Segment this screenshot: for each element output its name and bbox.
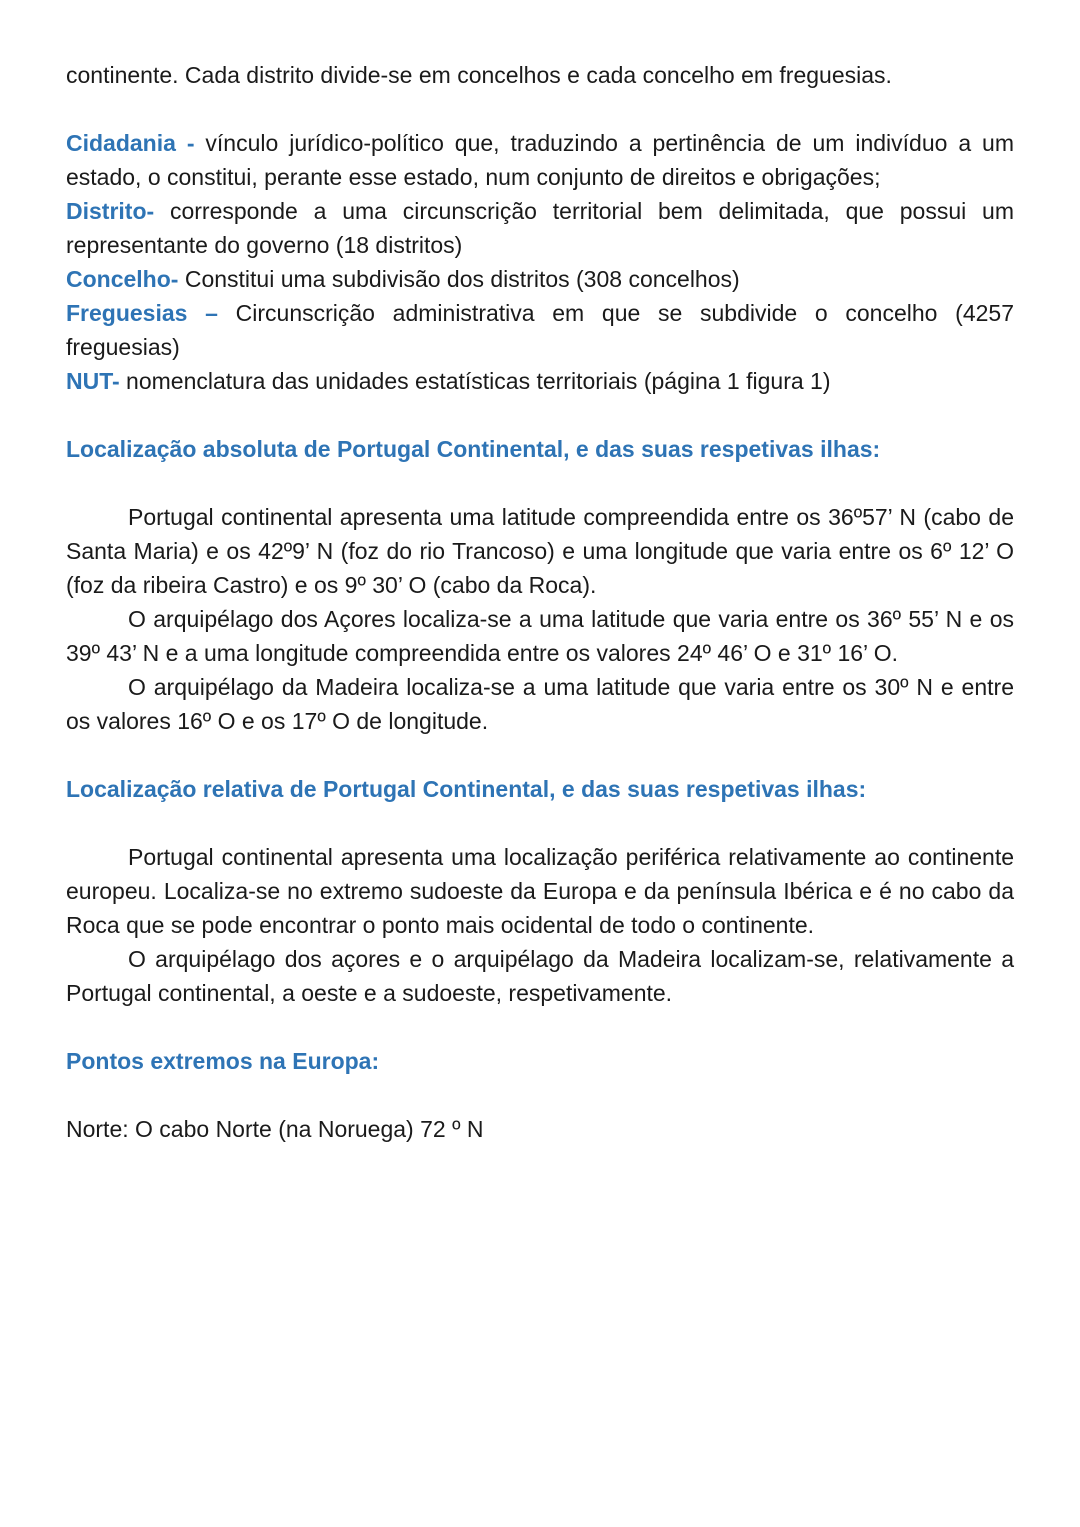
- definition-cidadania: [66, 126, 1014, 194]
- intro-paragraph: [66, 58, 1014, 92]
- blank-line: [66, 92, 1014, 126]
- definition-term-nut: NUT-: [66, 368, 120, 394]
- definition-text-concelho: Constitui uma subdivisão dos distritos (308 concelhos): [178, 266, 740, 292]
- definition-term-freguesias: Freguesias –: [66, 300, 218, 326]
- blank-line: [66, 398, 1014, 432]
- paragraph-absolute-acores: O arquipélago dos Açores localiza-se a uma latitude que varia entre os 36º 55’ N e os 39º 43’ N e a uma longitude compreendida entre os valores 24º 46’ O e 31º 16’ O.: [66, 606, 1014, 666]
- paragraph-relative-archipelagos: O arquipélago dos açores e o arquipélago da Madeira localizam-se, relativamente a Portugal continental, a oeste e a sudoeste, respetivamente.: [66, 946, 1014, 1006]
- extreme-point-north: Norte: O cabo Norte (na Noruega) 72 º N: [66, 1116, 484, 1142]
- definition-text-cidadania: vínculo jurídico-político que, traduzindo a pertinência de um indivíduo a um estado, o constitui, perante esse estado, num conjunto de direitos e obrigações;: [66, 130, 1014, 190]
- definition-text-nut: nomenclatura das unidades estatísticas territoriais (página 1 figura 1): [119, 368, 831, 394]
- definition-text-freguesias: Circunscrição administrativa em que se subdivide o concelho (4257 freguesias): [66, 300, 1014, 360]
- blank-line: [66, 1078, 1014, 1112]
- paragraph-relative-continental: Portugal continental apresenta uma localização periférica relativamente ao continente europeu. Localiza-se no extremo sudoeste da Europa e da península Ibérica e é no cabo da Roca que se pode encontrar o ponto mais ocidental de todo o continente.: [66, 844, 1014, 938]
- definition-term-distrito: Distrito-: [66, 198, 155, 224]
- paragraph-absolute-continental: Portugal continental apresenta uma latitude compreendida entre os 36º57’ N (cabo de Santa Maria) e os 42º9’ N (foz do rio Trancoso) e uma longitude que varia entre os 6º 12’ O (foz da ribeira Castro) e os 9º 30’ O (cabo da Roca).: [66, 504, 1014, 598]
- blank-line: [66, 738, 1014, 772]
- section-heading-relative-location: Localização relativa de Portugal Continental, e das suas respetivas ilhas:: [66, 776, 867, 802]
- definition-text-distrito: corresponde a uma circunscrição territorial bem delimitada, que possui um representante do governo (18 distritos): [66, 198, 1014, 258]
- blank-line: [66, 806, 1014, 840]
- definition-distrito: [66, 194, 1014, 262]
- definition-term-concelho: Concelho-: [66, 266, 179, 292]
- intro-text: continente. Cada distrito divide-se em concelhos e cada concelho em freguesias.: [66, 62, 892, 88]
- blank-line: [66, 1010, 1014, 1044]
- definition-term-cidadania: Cidadania -: [66, 130, 195, 156]
- section-heading-absolute-location: Localização absoluta de Portugal Continental, e das suas respetivas ilhas:: [66, 436, 881, 462]
- blank-line: [66, 466, 1014, 500]
- definition-nut: [66, 364, 1014, 398]
- section-heading-extreme-points: Pontos extremos na Europa:: [66, 1048, 380, 1074]
- definition-freguesias: [66, 296, 1014, 364]
- definition-concelho: [66, 262, 1014, 296]
- paragraph-absolute-madeira: O arquipélago da Madeira localiza-se a uma latitude que varia entre os 30º N e entre os valores 16º O e os 17º O de longitude.: [66, 674, 1014, 734]
